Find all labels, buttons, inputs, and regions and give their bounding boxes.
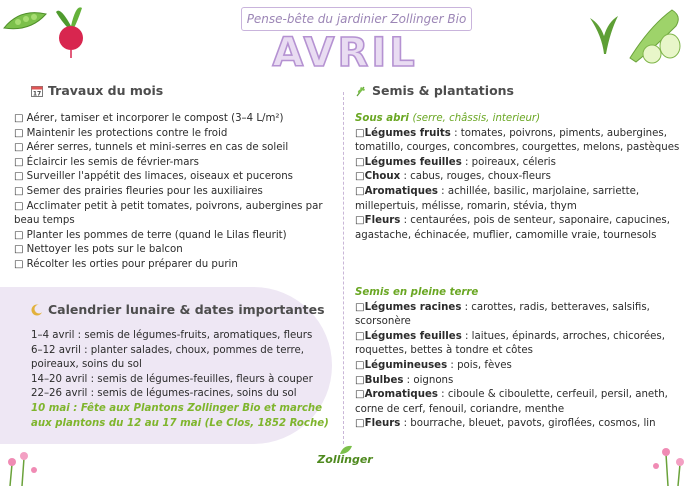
- task-item: □ Aérer serres, tunnels et mini-serres en cas de soleil: [14, 141, 332, 156]
- plant-row: □ Légumineuses : pois, fèves: [355, 359, 680, 374]
- lunar-item: 6–12 avril : planter salades, choux, pommes de terre, poireaux, soins du sol: [31, 344, 304, 371]
- semis-heading: [355, 83, 514, 98]
- travaux-title: Travaux du mois: [48, 83, 164, 98]
- task-item: □ Récolter les orties pour préparer du purin: [14, 258, 332, 273]
- task-item: □ Aérer, tamiser et incorporer le compost (3–4 L/m²): [14, 112, 332, 127]
- header-banner: Pense-bête du jardinier Zollinger Bio: [241, 7, 472, 31]
- plant-row: □ Bulbes : oignons: [355, 374, 680, 389]
- task-item: □ Maintenir les protections contre le froid: [14, 127, 332, 142]
- flower-icon: [648, 440, 690, 486]
- pleine-terre-heading: Semis en pleine terre: [355, 287, 479, 298]
- moon-icon: [31, 304, 43, 316]
- plant-row: □ Aromatiques : achillée, basilic, marjolaine, sarriette, millepertuis, mélisse, romarin, stévia, thym: [355, 185, 680, 214]
- plant-row: □ Choux : cabus, rouges, choux-fleurs: [355, 170, 680, 185]
- plant-row: □ Fleurs : bourrache, bleuet, pavots, giroflées, cosmos, lin: [355, 417, 680, 432]
- event-note: 10 mai : Fête aux Plantons Zollinger Bio et marche aux plantons du 12 au 17 mai (Le Clos, 1852 Roche): [31, 402, 329, 429]
- flower-icon: [0, 448, 42, 486]
- task-item: □ Semer des prairies fleuries pour les auxiliaires: [14, 185, 332, 200]
- task-item: □ Planter les pommes de terre (quand le Lilas fleurit): [14, 229, 332, 244]
- task-item: □ Acclimater petit à petit tomates, poivrons, aubergines par beau temps: [14, 200, 332, 229]
- svg-text:17: 17: [32, 90, 42, 97]
- task-item: □ Surveiller l'appétit des limaces, oiseaux et pucerons: [14, 170, 332, 185]
- task-item: □ Éclaircir les semis de février-mars: [14, 156, 332, 171]
- calendar-icon: [31, 85, 43, 97]
- task-item: □ Nettoyer les pots sur le balcon: [14, 243, 332, 258]
- plant-row: □ Fleurs : centaurées, pois de senteur, saponaire, capucines, agastache, échinacée, muflier, camomille vraie, tournesols: [355, 214, 680, 243]
- lunar-list: [31, 329, 331, 431]
- plant-row: □ Légumes feuilles : laitues, épinards, arroches, chicorées, roquettes, bettes à tondre et côtes: [355, 330, 680, 359]
- lunar-item: 1–4 avril : semis de légumes-fruits, aromatiques, fleurs: [31, 330, 313, 341]
- task-list: [14, 112, 332, 273]
- pleine-terre-section: [355, 286, 680, 432]
- sous-abri-heading: Sous abri (serre, châssis, interieur): [355, 113, 541, 124]
- travaux-heading: [31, 83, 163, 98]
- sous-abri-section: [355, 112, 680, 243]
- lunar-item: 22–26 avril : semis de légumes-racines, soins du sol: [31, 388, 297, 400]
- lunar-item: 14–20 avril : semis de légumes-feuilles, fleurs à couper: [31, 373, 313, 385]
- column-divider: [343, 92, 344, 444]
- month-title: AVRIL: [272, 30, 418, 76]
- lunar-heading: [31, 302, 325, 317]
- plant-row: □ Légumes fruits : tomates, poivrons, piments, aubergines, tomatillo, courges, concombres, courgettes, melons, pastèques: [355, 127, 680, 156]
- semis-title: Semis & plantations: [372, 83, 514, 98]
- sprout-icon: [355, 85, 367, 97]
- plant-row: □ Légumes racines : carottes, radis, betteraves, salsifis, scorsonère: [355, 301, 680, 330]
- zollinger-logo: Zollinger: [313, 445, 377, 475]
- plant-row: □ Légumes feuilles : poireaux, céleris: [355, 156, 680, 171]
- lunar-title: Calendrier lunaire & dates importantes: [48, 302, 325, 317]
- plant-row: □ Aromatiques : ciboule & ciboulette, cerfeuil, persil, aneth, corne de cerf, fenouil, coriandre, menthe: [355, 388, 680, 417]
